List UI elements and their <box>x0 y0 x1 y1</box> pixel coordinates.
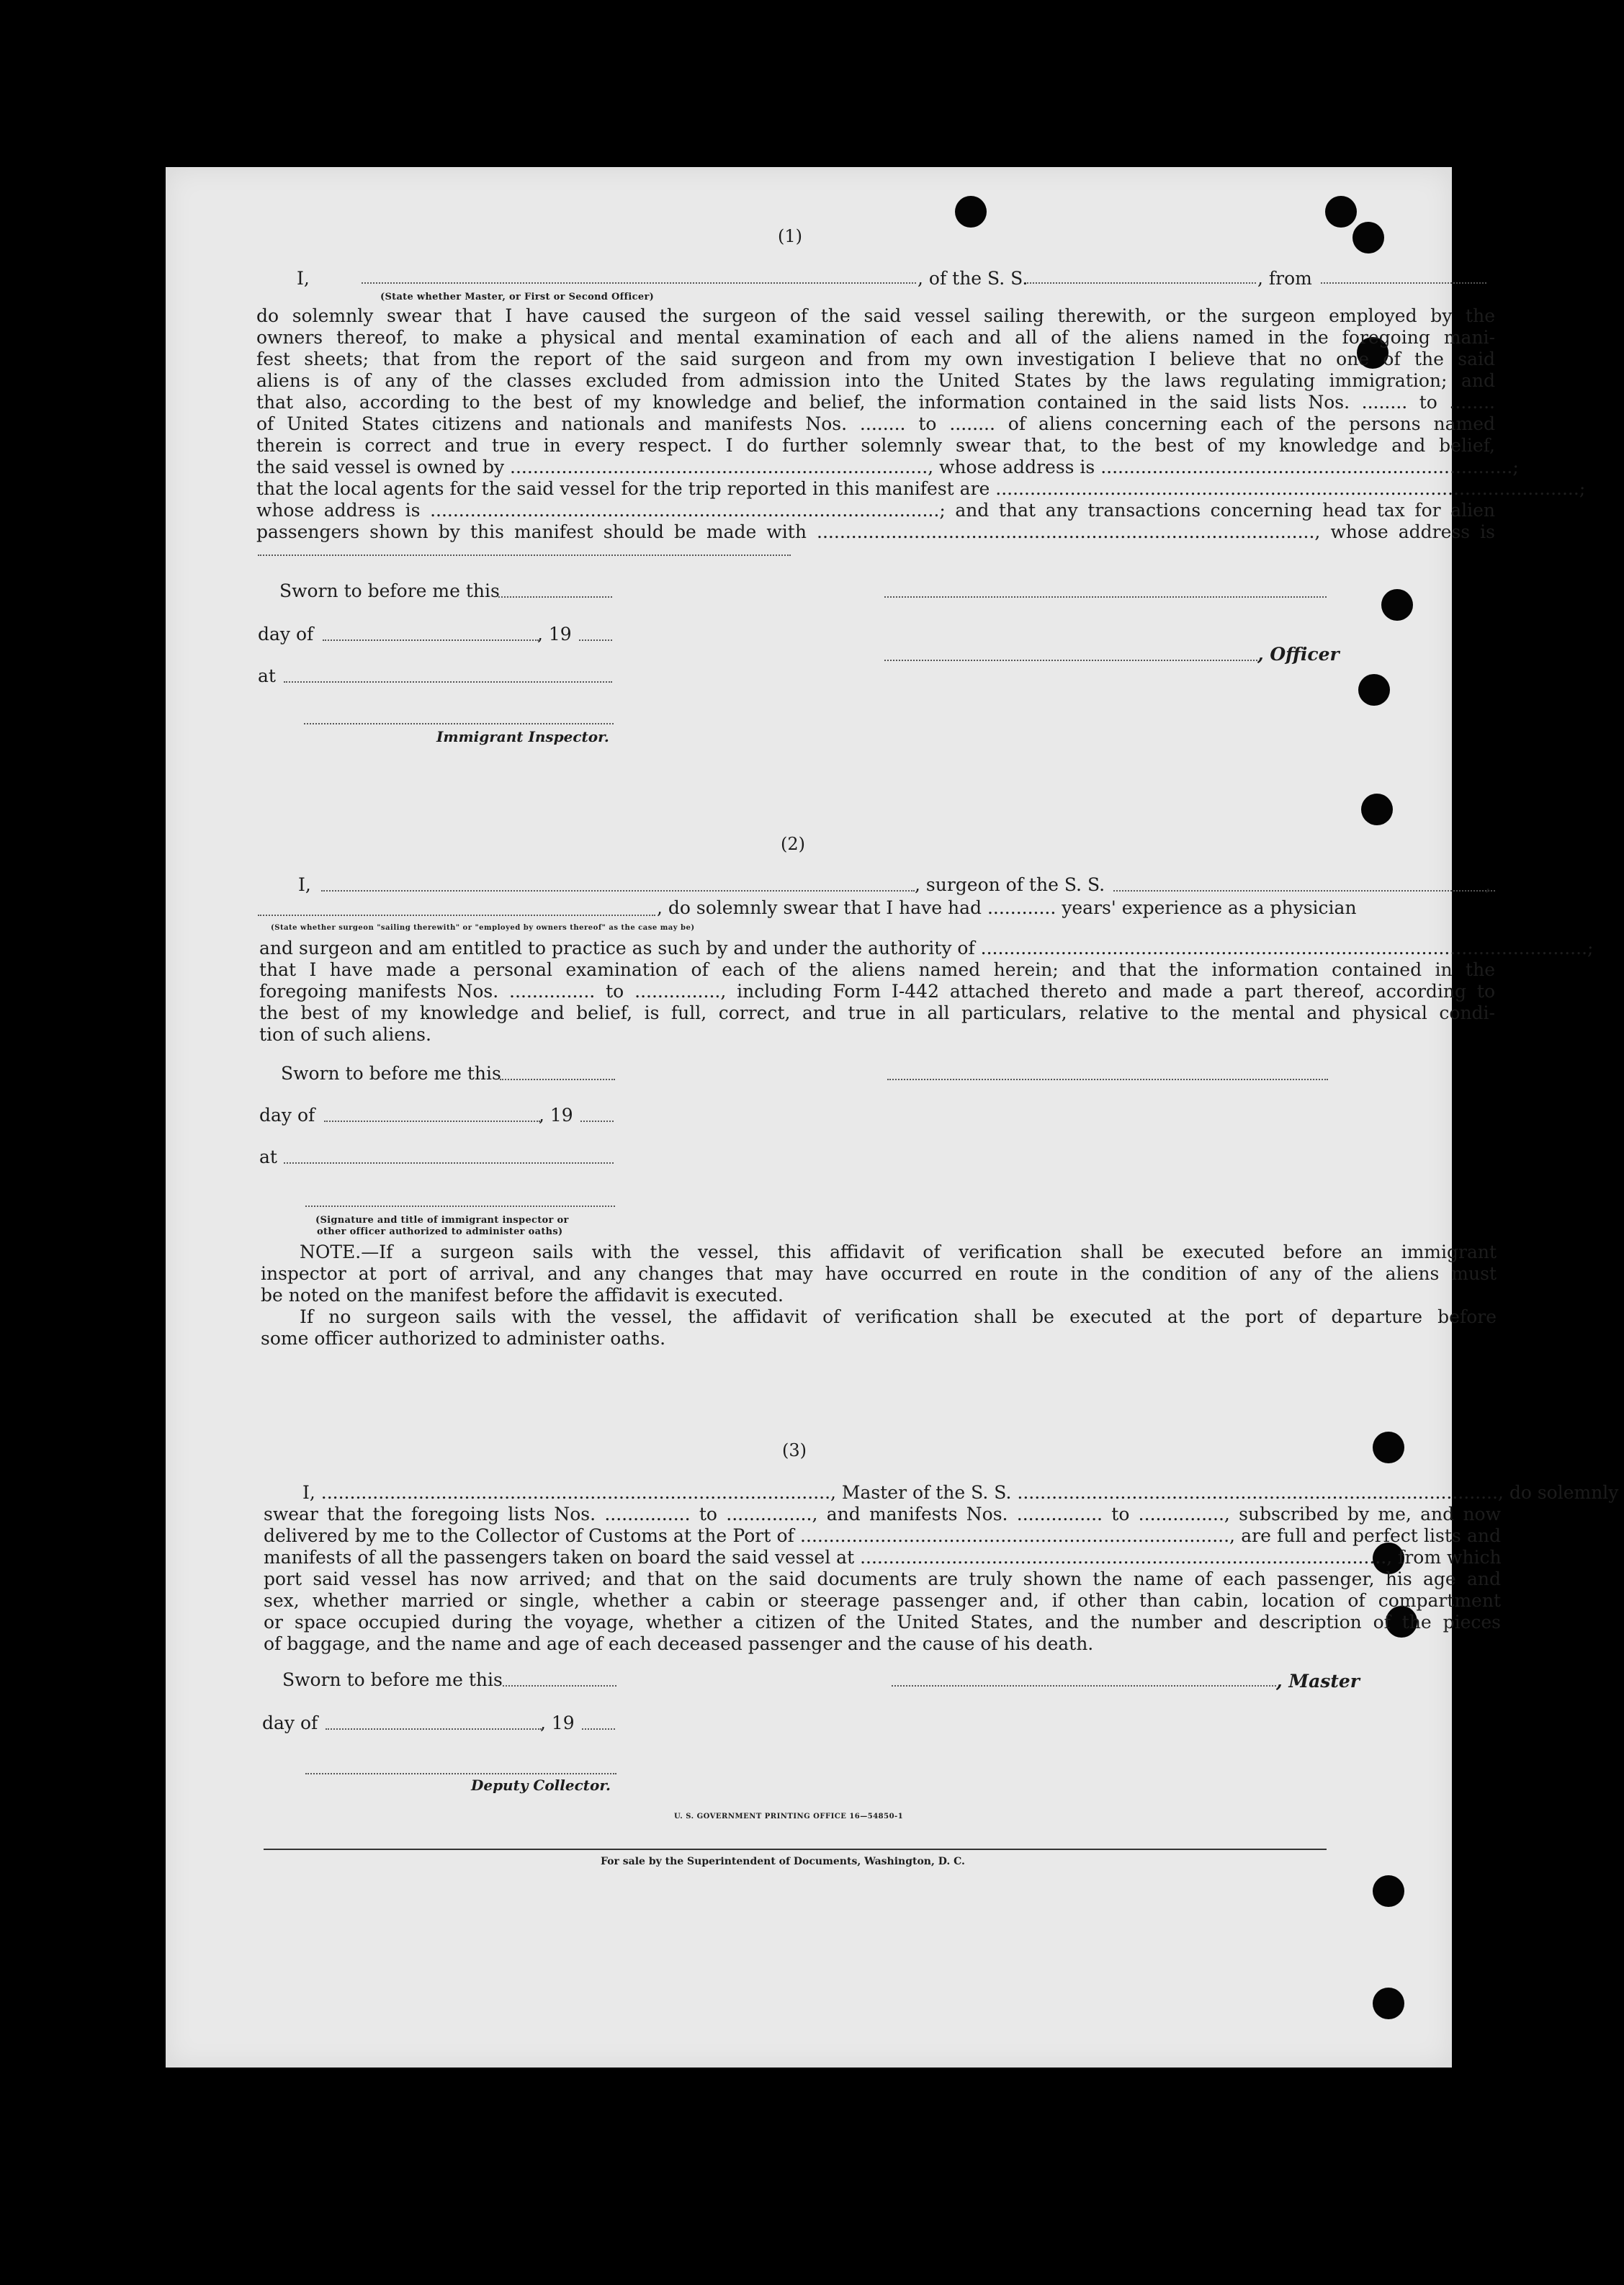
s1-sworn: Sworn to before me this <box>279 580 500 601</box>
s1-dayof: day of <box>258 624 314 645</box>
s2-comma-end: , <box>1485 874 1491 895</box>
s3-sworn: Sworn to before me this <box>282 1669 503 1690</box>
punch-hole <box>1381 589 1413 621</box>
section-1-heading: (1) <box>778 226 802 246</box>
s3-year: , 19 <box>540 1712 575 1733</box>
s1-at: at <box>258 665 276 686</box>
s2-sworn: Sworn to before me this <box>281 1063 501 1084</box>
s1-officer-field <box>884 660 1257 661</box>
s2-dayof: day of <box>259 1105 315 1126</box>
s1-sworn-field <box>498 596 612 598</box>
s3-paragraph: I, ........................................................................................., Master of the S. S. ...................................................................................., do solemnly swear that the foregoing lists Nos. ............... to ..............., and manifests Nos. ............... to ..............., subscribed by me, and now delivered by me to the Collector of Customs at the Port of ..........................................................................., are full and perfect lists and manifests of all the passengers taken on board the said vessel at ............................................................................................, from which port said vessel has now arrived; and that on the said documents are truly shown the name of each passenger, his age and sex, whether married or single, whether a cabin or steerage passenger and, if other than cabin, location of compartment or space occupied during the voyage, whether a citizen of the United States, and the number and description of the pieces of baggage, and the name and age of each deceased passenger and the cause of his death. <box>264 1482 1619 1654</box>
s2-note: NOTE.—If a surgeon sails with the vessel, this affidavit of verification shall be executed before an immigrant inspector at port of arrival, and any changes that may have occurred en route in the condition of any of the aliens must be noted on the manifest before the affidavit is executed. If no surgeon sails with the vessel, the affidavit of verification shall be executed at the port of departure before some officer authorized to administer oaths. <box>261 1242 1497 1349</box>
punch-hole <box>1373 1988 1404 2019</box>
s2-line1-i: I, <box>298 874 311 895</box>
s2-year: , 19 <box>539 1105 573 1126</box>
s2-vessel-field <box>1113 890 1495 892</box>
s2-day-field <box>324 1121 540 1122</box>
deputy-collector-label: Deputy Collector. <box>471 1777 611 1794</box>
master-label: , Master <box>1276 1671 1360 1692</box>
immigrant-inspector-label: Immigrant Inspector. <box>436 728 609 745</box>
s1-year-field <box>579 639 612 641</box>
s2-sworn-field <box>500 1079 615 1080</box>
punch-hole <box>1358 674 1390 706</box>
s1-paragraph: do solemnly swear that I have caused the surgeon of the said vessel sailing therewith, or the surgeon employed by the owners thereof, to make a physical and mental examination of each and all of the aliens named in the foregoing mani- fest sheets; that from the report of the said surgeon and from my own investigation I believe that no one of the said aliens is of any of the classes excluded from admission into the United States by the laws regulating immigration; and that also, according to the best of my knowledge and belief, the information contained in the said lists Nos. ........ to ........ of United States citizens and nationals and manifests Nos. ........ to ........ of aliens concerning each of the persons named therein is correct and true in every respect. I do further solemnly swear that, to the best of my knowledge and belief, the said vessel is owned by ........................................................................., whose address is ........................................................................; that the local agents for the said vessel for the trip reported in this manifest are ......................................................................................................; whose address is .........................................................................................; and that any transactions concerning head tax for alien passengers shown by this manifest should be made with ......................................................................................., whose address is <box>256 305 1586 542</box>
punch-hole <box>1373 1432 1404 1463</box>
gpo-imprint: U. S. GOVERNMENT PRINTING OFFICE 16—54850-1 <box>674 1813 904 1821</box>
s2-caption: (State whether surgeon "sailing therewith" or "employed by owners thereof" as the case may be) <box>271 924 695 932</box>
punch-hole <box>1325 196 1357 228</box>
punch-hole <box>1361 794 1393 825</box>
section-2-heading: (2) <box>781 834 805 854</box>
address-continuation-field <box>258 555 791 556</box>
manifest-affidavit-page <box>166 167 1619 2068</box>
s2-at-field <box>284 1162 614 1164</box>
s2-sig-caption-1: (Signature and title of immigrant inspector or <box>315 1215 569 1226</box>
officer-caption: (State whether Master, or First or Second Officer) <box>380 292 655 302</box>
sale-notice: For sale by the Superintendent of Documents, Washington, D. C. <box>601 1856 965 1867</box>
footer-rule <box>264 1849 1327 1850</box>
punch-hole <box>955 196 987 228</box>
s2-sig-caption-2: other officer authorized to administer oaths) <box>317 1226 563 1237</box>
s3-day-field <box>326 1728 542 1730</box>
s2-at: at <box>259 1146 277 1167</box>
master-name-field <box>362 282 916 284</box>
section-3-heading: (3) <box>782 1440 807 1460</box>
s1-line1-ss: , of the S. S. <box>918 268 1028 289</box>
s1-at-field <box>284 681 612 683</box>
s2-year-field <box>580 1121 614 1122</box>
s1-inspector-signature-field <box>304 723 614 724</box>
s1-line1-from: , from <box>1257 268 1312 289</box>
s1-officer-signature-field <box>884 596 1327 598</box>
s1-day-field <box>323 639 539 641</box>
s2-sailing-field <box>258 915 655 916</box>
s2-paragraph: and surgeon and am entitled to practice as such by and under the authority of ..........................................................................................................; that I have made a personal examination of each of the aliens named herein; and that the information contained in the foregoing manifests Nos. ............... to ..............., including Form I-442 attached thereto and made a part thereof, according to the best of my knowledge and belief, is full, correct, and true in all particulars, relative to the mental and physical condi- tion of such aliens. <box>259 938 1594 1045</box>
s1-line1-i: I, <box>297 268 310 289</box>
s3-year-field <box>582 1728 615 1730</box>
s3-sworn-field <box>503 1685 616 1687</box>
from-port-field <box>1321 282 1486 284</box>
s2-surgeon-name-field <box>321 890 915 892</box>
officer-label: , Officer <box>1257 644 1340 665</box>
s2-line2: , do solemnly swear that I have had ............ years' experience as a physician <box>657 897 1357 918</box>
s3-master-signature-field <box>892 1685 1276 1687</box>
punch-hole <box>1373 1875 1404 1907</box>
s3-dayof: day of <box>262 1712 318 1733</box>
s1-year: , 19 <box>537 624 572 645</box>
s2-line1-surgeon: , surgeon of the S. S. <box>915 874 1105 895</box>
vessel-name-field <box>1027 282 1256 284</box>
punch-hole <box>1352 222 1384 253</box>
s2-inspector-signature-field <box>305 1206 615 1207</box>
s2-surgeon-signature-field <box>887 1079 1328 1080</box>
